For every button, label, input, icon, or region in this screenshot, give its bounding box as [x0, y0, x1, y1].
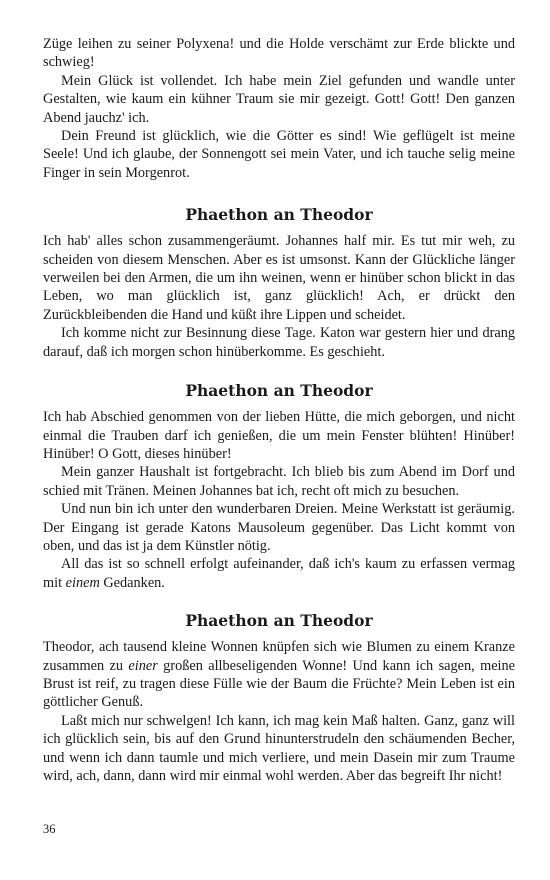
emphasized-word: einem — [65, 574, 100, 591]
letter-heading: Phaethon an Theodor — [185, 381, 373, 401]
paragraph: Mein ganzer Haushalt ist fortgebracht. Ich blieb bis zum Abend im Dorf und schied mit Tränen. Meinen Johannes bat ich, recht oft mich zu besuchen. — [43, 464, 515, 499]
paragraph — [43, 638, 515, 712]
paragraph: Ich hab' alles schon zusammengeräumt. Johannes half mir. Es tut mir weh, zu scheiden von diesem Menschen. Aber es ist umsonst. Kann der Glückliche länger verweilen bei den Armen, die um ihn weinen, wenn er hinüber schon blickt in das Leben, wo man glücklich ist, ganz glücklich! Ach, er drückt den Zurückbleibenden die Hand und küßt ihre Lippen und scheidet. — [43, 233, 515, 323]
letter-heading: Phaethon an Theodor — [185, 611, 373, 631]
paragraph: Züge leihen zu seiner Polyxena! und die Holde verschämt zur Erde blickte und schwieg! — [43, 36, 515, 71]
paragraph: Ich hab Abschied genommen von der lieben Hütte, die mich geborgen, und nicht einmal die Trauben darf ich genießen, die um mein Fenster blühten! Hinüber! Hinüber! O Gott, dieses hinüber! — [43, 409, 515, 462]
paragraph: Dein Freund ist glücklich, wie die Götter es sind! Wie geflügelt ist meine Seele! Und ich glaube, der Sonnengott sei mein Vater, und ich tauche selig meine Finger in sein Morgenrot. — [43, 128, 515, 181]
paragraph: Ich komme nicht zur Besinnung diese Tage. Katon war gestern hier und drang darauf, daß ich morgen schon hinüberkomme. Es geschieht. — [43, 325, 515, 360]
text-run: Gedanken. — [99, 574, 165, 591]
paragraph — [43, 555, 515, 592]
letter-heading: Phaethon an Theodor — [185, 205, 373, 225]
text-run: All das ist so schnell erfolgt aufeinander, daß ich's kaum zu erfassen vermag mit — [43, 556, 515, 591]
page-number: 36 — [43, 822, 56, 836]
paragraph: Mein Glück ist vollendet. Ich habe mein Ziel gefunden und wandle unter Gestalten, wie kaum ein kühner Traum sie mir gezeigt. Gott! Gott! Den ganzen Abend jauchz' ich. — [43, 72, 515, 126]
text-run: großen allbeseligenden Wonne! Und kann ich sagen, meine Brust ist reif, zu tragen diese Fülle wie der Baum die Früchte? Mein Leben ist ein göttlicher Genuß. — [43, 657, 516, 711]
text-run: Theodor, ach tausend kleine Wonnen knüpfen sich wie Blumen zu einem Kranze zusammen zu — [43, 639, 515, 674]
paragraph: Und nun bin ich unter den wunderbaren Dreien. Meine Werkstatt ist geräumig. Der Eingang ist gerade Katons Mausoleum gegenüber. Das Licht kommt von oben, und das ist ja dem Künstler nötig. — [43, 501, 515, 554]
paragraph: Laßt mich nur schwelgen! Ich kann, ich mag kein Maß halten. Ganz, ganz will ich glücklich sein, bis auf den Grund hinunterstrudeln den schäumenden Becher, und wenn ich dann taumle und mich verliere, und mein Dasein mir zum Traume wird, ach, dann, dann wird mir einmal wohl werden. Aber das begreift Ihr nicht! — [43, 712, 515, 784]
emphasized-word: einer — [128, 657, 158, 674]
